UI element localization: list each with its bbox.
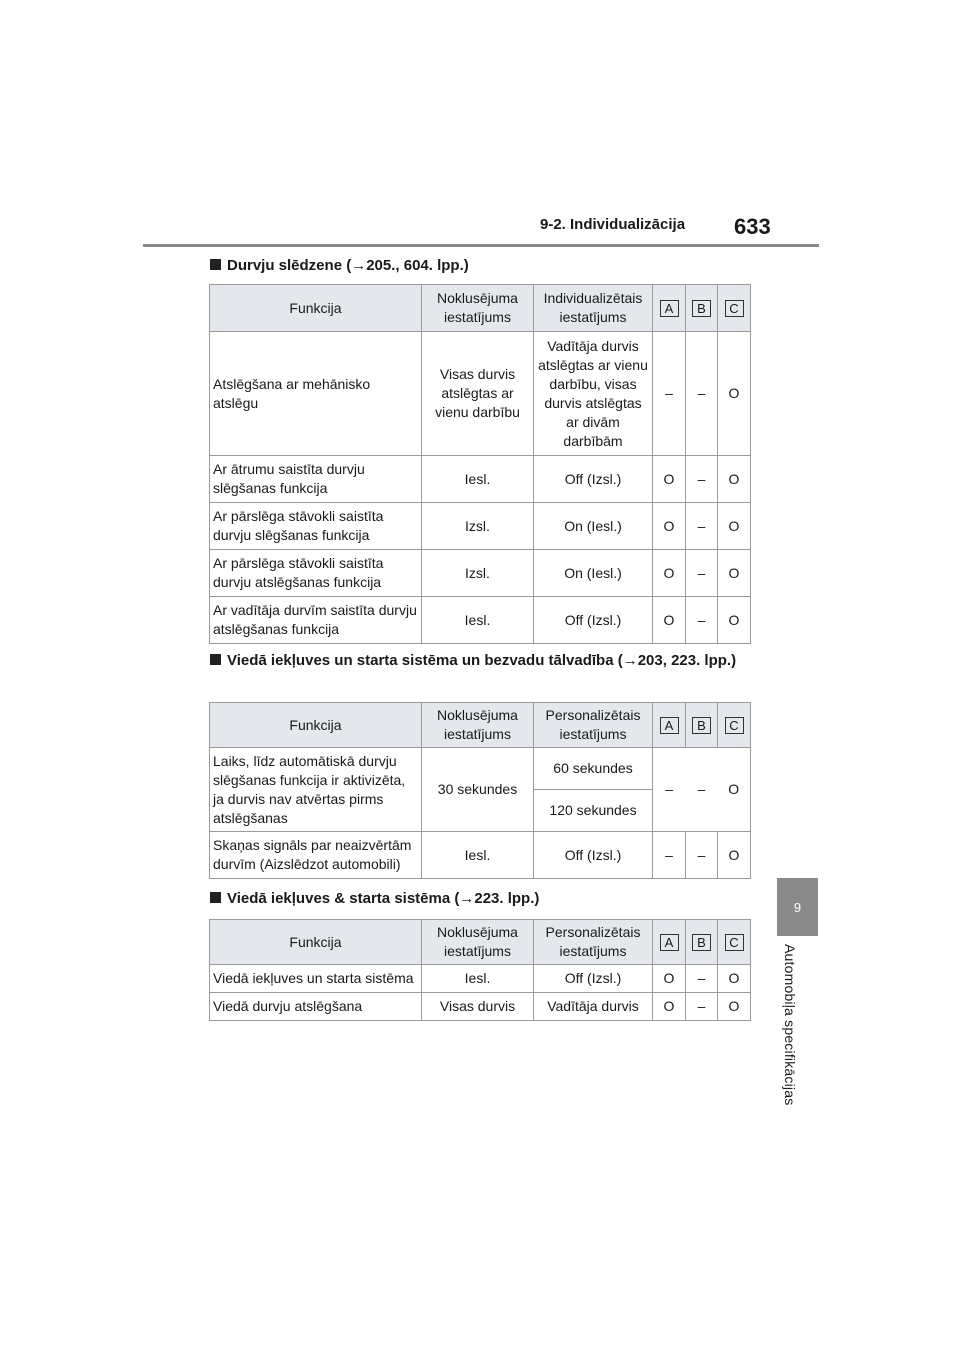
table-row [210, 748, 751, 790]
table-row [210, 332, 751, 456]
custom-cell: Off (Izsl.) [534, 456, 653, 503]
header-cell [653, 285, 686, 332]
table-row [210, 832, 751, 879]
a-cell: O [653, 456, 686, 503]
header-cell: Funkcija [210, 920, 422, 965]
default-cell: Visas durvis atslēgtas ar vienu darbību [422, 332, 534, 456]
door-lock-table [209, 284, 751, 644]
header-cell [686, 920, 718, 965]
function-cell: Viedā durvju atslēgšana [210, 993, 422, 1021]
section-title-door-lock: Durvju slēdzene (→205., 604. lpp.) [210, 253, 755, 278]
custom-cell: Vadītāja durvis atslēgtas ar vienu darbību, visas durvis atslēgtas ar divām darbībām [534, 332, 653, 456]
header-cell: Personalizētais iestatījums [534, 920, 653, 965]
header-cell [718, 703, 751, 748]
function-cell: Atslēgšana ar mehānisko atslēgu [210, 332, 422, 456]
smart-entry-start-table [209, 919, 751, 1021]
header-cell: Noklusējuma iestatījums [422, 285, 534, 332]
b-cell: – [686, 993, 718, 1021]
b-cell: – [686, 748, 718, 832]
custom-cell: On (Iesl.) [534, 550, 653, 597]
page-number: 633 [734, 214, 771, 239]
letter-box: B [692, 300, 711, 317]
c-cell: O [718, 832, 751, 879]
smart-entry-remote-table [209, 702, 751, 879]
letter-box: A [660, 300, 679, 317]
table-row [210, 550, 751, 597]
default-cell: Izsl. [422, 503, 534, 550]
letter-box: B [692, 717, 711, 734]
table-header-row [210, 703, 751, 748]
b-cell: – [686, 456, 718, 503]
default-cell: Visas durvis [422, 993, 534, 1021]
square-bullet-icon [210, 259, 221, 270]
header-cell [686, 285, 718, 332]
section-title-smart-entry-start: Viedā iekļuves & starta sistēma (→223. lpp.) [210, 886, 755, 911]
default-cell: Iesl. [422, 832, 534, 879]
custom-cell: Off (Izsl.) [534, 597, 653, 644]
c-cell: O [718, 993, 751, 1021]
letter-box: C [725, 717, 744, 734]
square-bullet-icon [210, 654, 221, 665]
default-cell: Iesl. [422, 597, 534, 644]
table-header-row [210, 285, 751, 332]
header-cell [718, 285, 751, 332]
function-cell: Ar pārslēga stāvokli saistīta durvju slēgšanas funkcija [210, 503, 422, 550]
a-cell: O [653, 597, 686, 644]
custom-cell: Off (Izsl.) [534, 832, 653, 879]
option-cell: 60 sekundes [534, 748, 653, 790]
default-cell: Izsl. [422, 550, 534, 597]
c-cell: O [718, 332, 751, 456]
a-cell: O [653, 993, 686, 1021]
default-cell: 30 sekundes [422, 748, 534, 832]
a-cell: O [653, 503, 686, 550]
header-rule [143, 244, 819, 247]
c-cell: O [718, 503, 751, 550]
section-title-smart-entry-remote: Viedā iekļuves un starta sistēma un bezvadu tālvadība (→203, 223. lpp.) [210, 648, 755, 673]
header-cell: Noklusējuma iestatījums [422, 703, 534, 748]
square-bullet-icon [210, 892, 221, 903]
option-cell: 120 sekundes [534, 790, 653, 832]
header-cell [686, 703, 718, 748]
letter-box: C [725, 300, 744, 317]
function-cell: Skaņas signāls par neaizvērtām durvīm (Aizslēdzot automobili) [210, 832, 422, 879]
function-cell: Viedā iekļuves un starta sistēma [210, 965, 422, 993]
header-cell: Personalizētais iestatījums [534, 703, 653, 748]
c-cell: O [718, 456, 751, 503]
b-cell: – [686, 965, 718, 993]
section-header-title: 9-2. Individualizācija [540, 216, 686, 233]
function-cell: Ar ātrumu saistīta durvju slēgšanas funkcija [210, 456, 422, 503]
c-cell: O [718, 597, 751, 644]
custom-cell: On (Iesl.) [534, 503, 653, 550]
a-cell: – [653, 832, 686, 879]
chapter-tab: 9 [777, 878, 818, 936]
custom-cell: Vadītāja durvis [534, 993, 653, 1021]
a-cell: O [653, 550, 686, 597]
table-row [210, 456, 751, 503]
letter-box: C [725, 934, 744, 951]
custom-cell: Off (Izsl.) [534, 965, 653, 993]
header-cell: Funkcija [210, 285, 422, 332]
b-cell: – [686, 550, 718, 597]
letter-box: A [660, 717, 679, 734]
chapter-label: Automobiļa specifikācijas [782, 944, 798, 1106]
header-cell [653, 920, 686, 965]
b-cell: – [686, 832, 718, 879]
default-cell: Iesl. [422, 965, 534, 993]
table-row [210, 597, 751, 644]
a-cell: – [653, 332, 686, 456]
function-cell: Laiks, līdz automātiskā durvju slēgšanas funkcija ir aktivizēta, ja durvis nav atvērtas pirms atslēgšanas [210, 748, 422, 832]
header-cell [718, 920, 751, 965]
table-header-row [210, 920, 751, 965]
b-cell: – [686, 332, 718, 456]
a-cell: – [653, 748, 686, 832]
function-cell: Ar vadītāja durvīm saistīta durvju atslēgšanas funkcija [210, 597, 422, 644]
a-cell: O [653, 965, 686, 993]
c-cell: O [718, 550, 751, 597]
table-row [210, 503, 751, 550]
c-cell: O [718, 965, 751, 993]
default-cell: Iesl. [422, 456, 534, 503]
b-cell: – [686, 597, 718, 644]
function-cell: Ar pārslēga stāvokli saistīta durvju atslēgšanas funkcija [210, 550, 422, 597]
header-cell: Individualizētais iestatījums [534, 285, 653, 332]
table-row [210, 993, 751, 1021]
letter-box: A [660, 934, 679, 951]
header-cell [653, 703, 686, 748]
b-cell: – [686, 503, 718, 550]
letter-box: B [692, 934, 711, 951]
c-cell: O [718, 748, 751, 832]
header-cell: Noklusējuma iestatījums [422, 920, 534, 965]
table-row [210, 965, 751, 993]
header-cell: Funkcija [210, 703, 422, 748]
